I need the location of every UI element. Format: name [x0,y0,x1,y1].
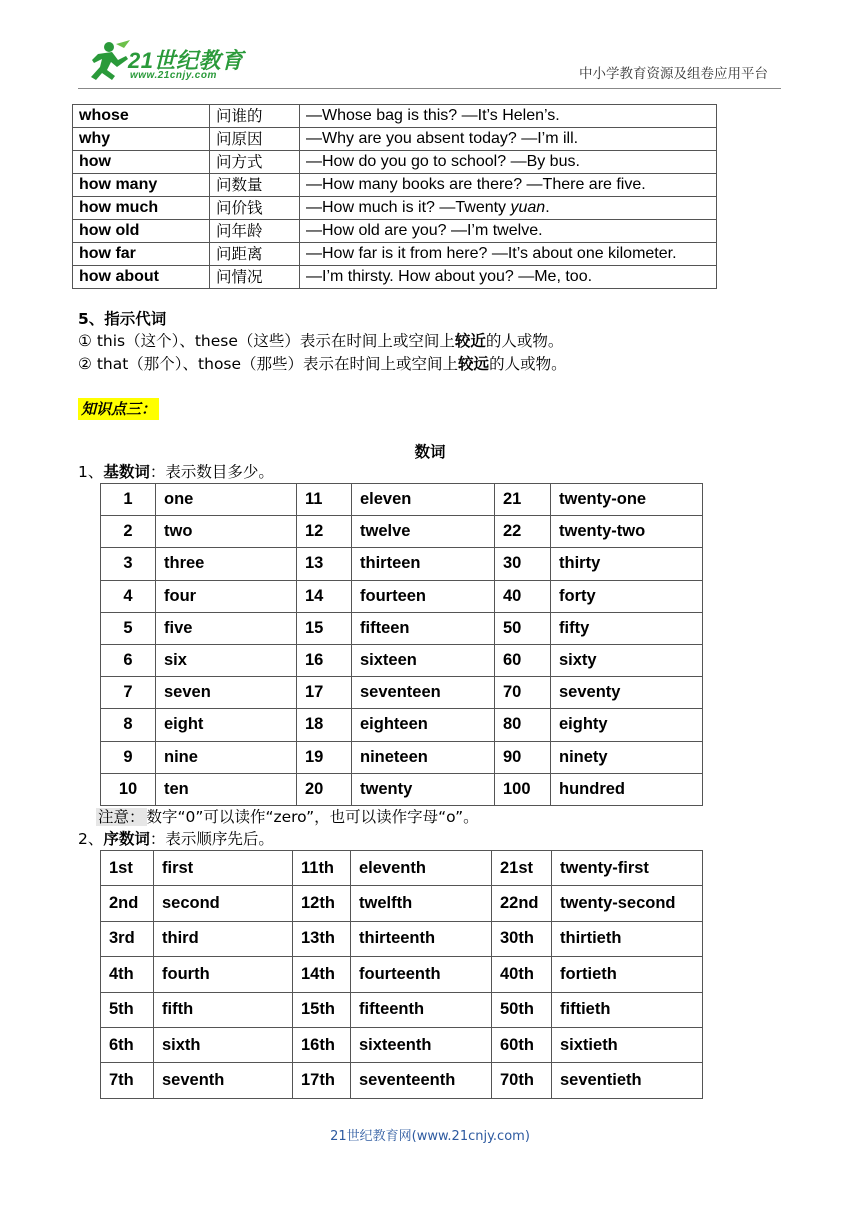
word-cell: twenty-first [552,851,703,886]
number-cell: 10 [101,773,156,805]
number-cell: 80 [495,709,551,741]
platform-name: 中小学教育资源及组卷应用平台 [579,66,768,82]
table-row [73,128,717,151]
number-cell: 3rd [101,921,154,956]
number-cell: 3 [101,548,156,580]
number-cell: 30 [495,548,551,580]
question-meaning: 问方式 [210,151,300,174]
number-cell: 14th [293,957,351,992]
number-cell: 16th [293,1027,351,1062]
word-cell: eighty [551,709,703,741]
question-word: how [73,151,210,174]
table-row [101,1063,703,1098]
question-example: —How far is it from here? —It’s about one kilometer. [300,243,717,266]
word-cell: third [154,921,293,956]
number-cell: 90 [495,741,551,773]
table-row [73,174,717,197]
ordinal-numbers-table [100,850,703,1099]
word-cell: eight [156,709,297,741]
word-cell: ten [156,773,297,805]
number-cell: 2 [101,516,156,548]
question-meaning: 问数量 [210,174,300,197]
word-cell: sixteenth [351,1027,492,1062]
word-cell: sixty [551,644,703,676]
number-cell: 16 [297,644,352,676]
number-cell: 9 [101,741,156,773]
number-cell: 100 [495,773,551,805]
word-cell: eleventh [351,851,492,886]
number-cell: 7 [101,677,156,709]
question-example: —How many books are there? —There are five. [300,174,717,197]
number-cell: 30th [492,921,552,956]
number-cell: 1st [101,851,154,886]
number-cell: 21 [495,484,551,516]
word-cell: sixteen [352,644,495,676]
word-cell: fourteen [352,580,495,612]
demonstratives-heading: 5、指示代词 [78,310,167,328]
word-cell: sixth [154,1027,293,1062]
word-cell: thirtieth [552,921,703,956]
table-row [101,886,703,921]
word-cell: forty [551,580,703,612]
number-cell: 11th [293,851,351,886]
question-word: how far [73,243,210,266]
word-cell: seventeenth [351,1063,492,1098]
question-example: —I’m thirsty. How about you? —Me, too. [300,266,717,289]
number-cell: 17 [297,677,352,709]
header-divider [78,88,781,89]
number-cell: 20 [297,773,352,805]
number-cell: 60th [492,1027,552,1062]
number-cell: 70th [492,1063,552,1098]
question-words-table [72,104,717,289]
number-cell: 18 [297,709,352,741]
table-row [73,151,717,174]
question-word: how much [73,197,210,220]
table-row [101,992,703,1027]
word-cell: ninety [551,741,703,773]
number-cell: 14 [297,580,352,612]
question-example: —Whose bag is this? —It’s Helen’s. [300,105,717,128]
number-cell: 8 [101,709,156,741]
table-row [101,773,703,805]
number-cell: 4 [101,580,156,612]
word-cell: twelve [352,516,495,548]
word-cell: thirteenth [351,921,492,956]
table-row [73,197,717,220]
table-row [73,105,717,128]
question-example: —How much is it? —Twenty yuan. [300,197,717,220]
word-cell: fifth [154,992,293,1027]
word-cell: first [154,851,293,886]
word-cell: thirteen [352,548,495,580]
table-row [101,548,703,580]
note: 注意： 数字“0”可以读作“zero”，也可以读作字母“o”。 [98,808,479,826]
question-example: —Why are you absent today? —I’m ill. [300,128,717,151]
demonstratives-line-1: ① this（这个）、these（这些）表示在时间上或空间上较近的人或物。 [78,332,564,350]
number-cell: 12th [293,886,351,921]
table-row [101,516,703,548]
word-cell: nine [156,741,297,773]
demonstratives-line-2: ② that（那个）、those（那些）表示在时间上或空间上较远的人或物。 [78,355,567,373]
cardinal-heading: 1、基数词：表示数目多少。 [78,463,274,481]
table-row [73,243,717,266]
question-word: whose [73,105,210,128]
number-cell: 50th [492,992,552,1027]
logo-url: www.21cnjy.com [130,70,217,81]
table-row [73,220,717,243]
number-cell: 40th [492,957,552,992]
question-word: why [73,128,210,151]
question-word: how about [73,266,210,289]
number-cell: 22nd [492,886,552,921]
word-cell: eighteen [352,709,495,741]
number-cell: 4th [101,957,154,992]
question-meaning: 问年龄 [210,220,300,243]
table-row [101,677,703,709]
word-cell: sixtieth [552,1027,703,1062]
number-cell: 1 [101,484,156,516]
number-cell: 60 [495,644,551,676]
word-cell: twenty-two [551,516,703,548]
number-cell: 13th [293,921,351,956]
question-meaning: 问距离 [210,243,300,266]
word-cell: three [156,548,297,580]
table-row [101,741,703,773]
number-cell: 21st [492,851,552,886]
knowledge-point-label: 知识点三： [78,398,159,420]
table-row [101,644,703,676]
number-cell: 17th [293,1063,351,1098]
number-cell: 50 [495,612,551,644]
word-cell: twelfth [351,886,492,921]
number-cell: 15th [293,992,351,1027]
number-cell: 70 [495,677,551,709]
number-cell: 15 [297,612,352,644]
word-cell: seven [156,677,297,709]
number-cell: 12 [297,516,352,548]
question-meaning: 问原因 [210,128,300,151]
number-cell: 2nd [101,886,154,921]
number-cell: 19 [297,741,352,773]
word-cell: twenty-one [551,484,703,516]
table-row [101,484,703,516]
question-word: how many [73,174,210,197]
table-row [101,851,703,886]
number-cell: 7th [101,1063,154,1098]
number-cell: 11 [297,484,352,516]
table-row [101,957,703,992]
word-cell: four [156,580,297,612]
table-row [101,612,703,644]
ordinal-heading: 2、序数词：表示顺序先后。 [78,830,274,848]
cardinal-numbers-table [100,483,703,806]
word-cell: fortieth [552,957,703,992]
word-cell: seventh [154,1063,293,1098]
word-cell: fourth [154,957,293,992]
table-row [101,921,703,956]
number-cell: 5th [101,992,154,1027]
word-cell: fourteenth [351,957,492,992]
table-row [101,580,703,612]
number-cell: 13 [297,548,352,580]
section-title: 数词 [414,443,446,461]
word-cell: seventieth [552,1063,703,1098]
question-example: —How old are you? —I’m twelve. [300,220,717,243]
table-row [101,1027,703,1062]
word-cell: seventy [551,677,703,709]
word-cell: fiftieth [552,992,703,1027]
number-cell: 40 [495,580,551,612]
word-cell: second [154,886,293,921]
word-cell: one [156,484,297,516]
number-cell: 6th [101,1027,154,1062]
question-meaning: 问价钱 [210,197,300,220]
word-cell: twenty [352,773,495,805]
question-meaning: 问情况 [210,266,300,289]
word-cell: hundred [551,773,703,805]
word-cell: fifty [551,612,703,644]
number-cell: 6 [101,644,156,676]
logo-text: 21世纪教育 [128,48,244,73]
question-word: how old [73,220,210,243]
word-cell: eleven [352,484,495,516]
word-cell: fifteen [352,612,495,644]
footer-link[interactable]: 21世纪教育网(www.21cnjy.com) [330,1129,530,1144]
word-cell: six [156,644,297,676]
number-cell: 22 [495,516,551,548]
word-cell: five [156,612,297,644]
table-row [73,266,717,289]
word-cell: seventeen [352,677,495,709]
word-cell: nineteen [352,741,495,773]
word-cell: twenty-second [552,886,703,921]
word-cell: fifteenth [351,992,492,1027]
table-row [101,709,703,741]
word-cell: thirty [551,548,703,580]
number-cell: 5 [101,612,156,644]
question-example: —How do you go to school? —By bus. [300,151,717,174]
word-cell: two [156,516,297,548]
question-meaning: 问谁的 [210,105,300,128]
